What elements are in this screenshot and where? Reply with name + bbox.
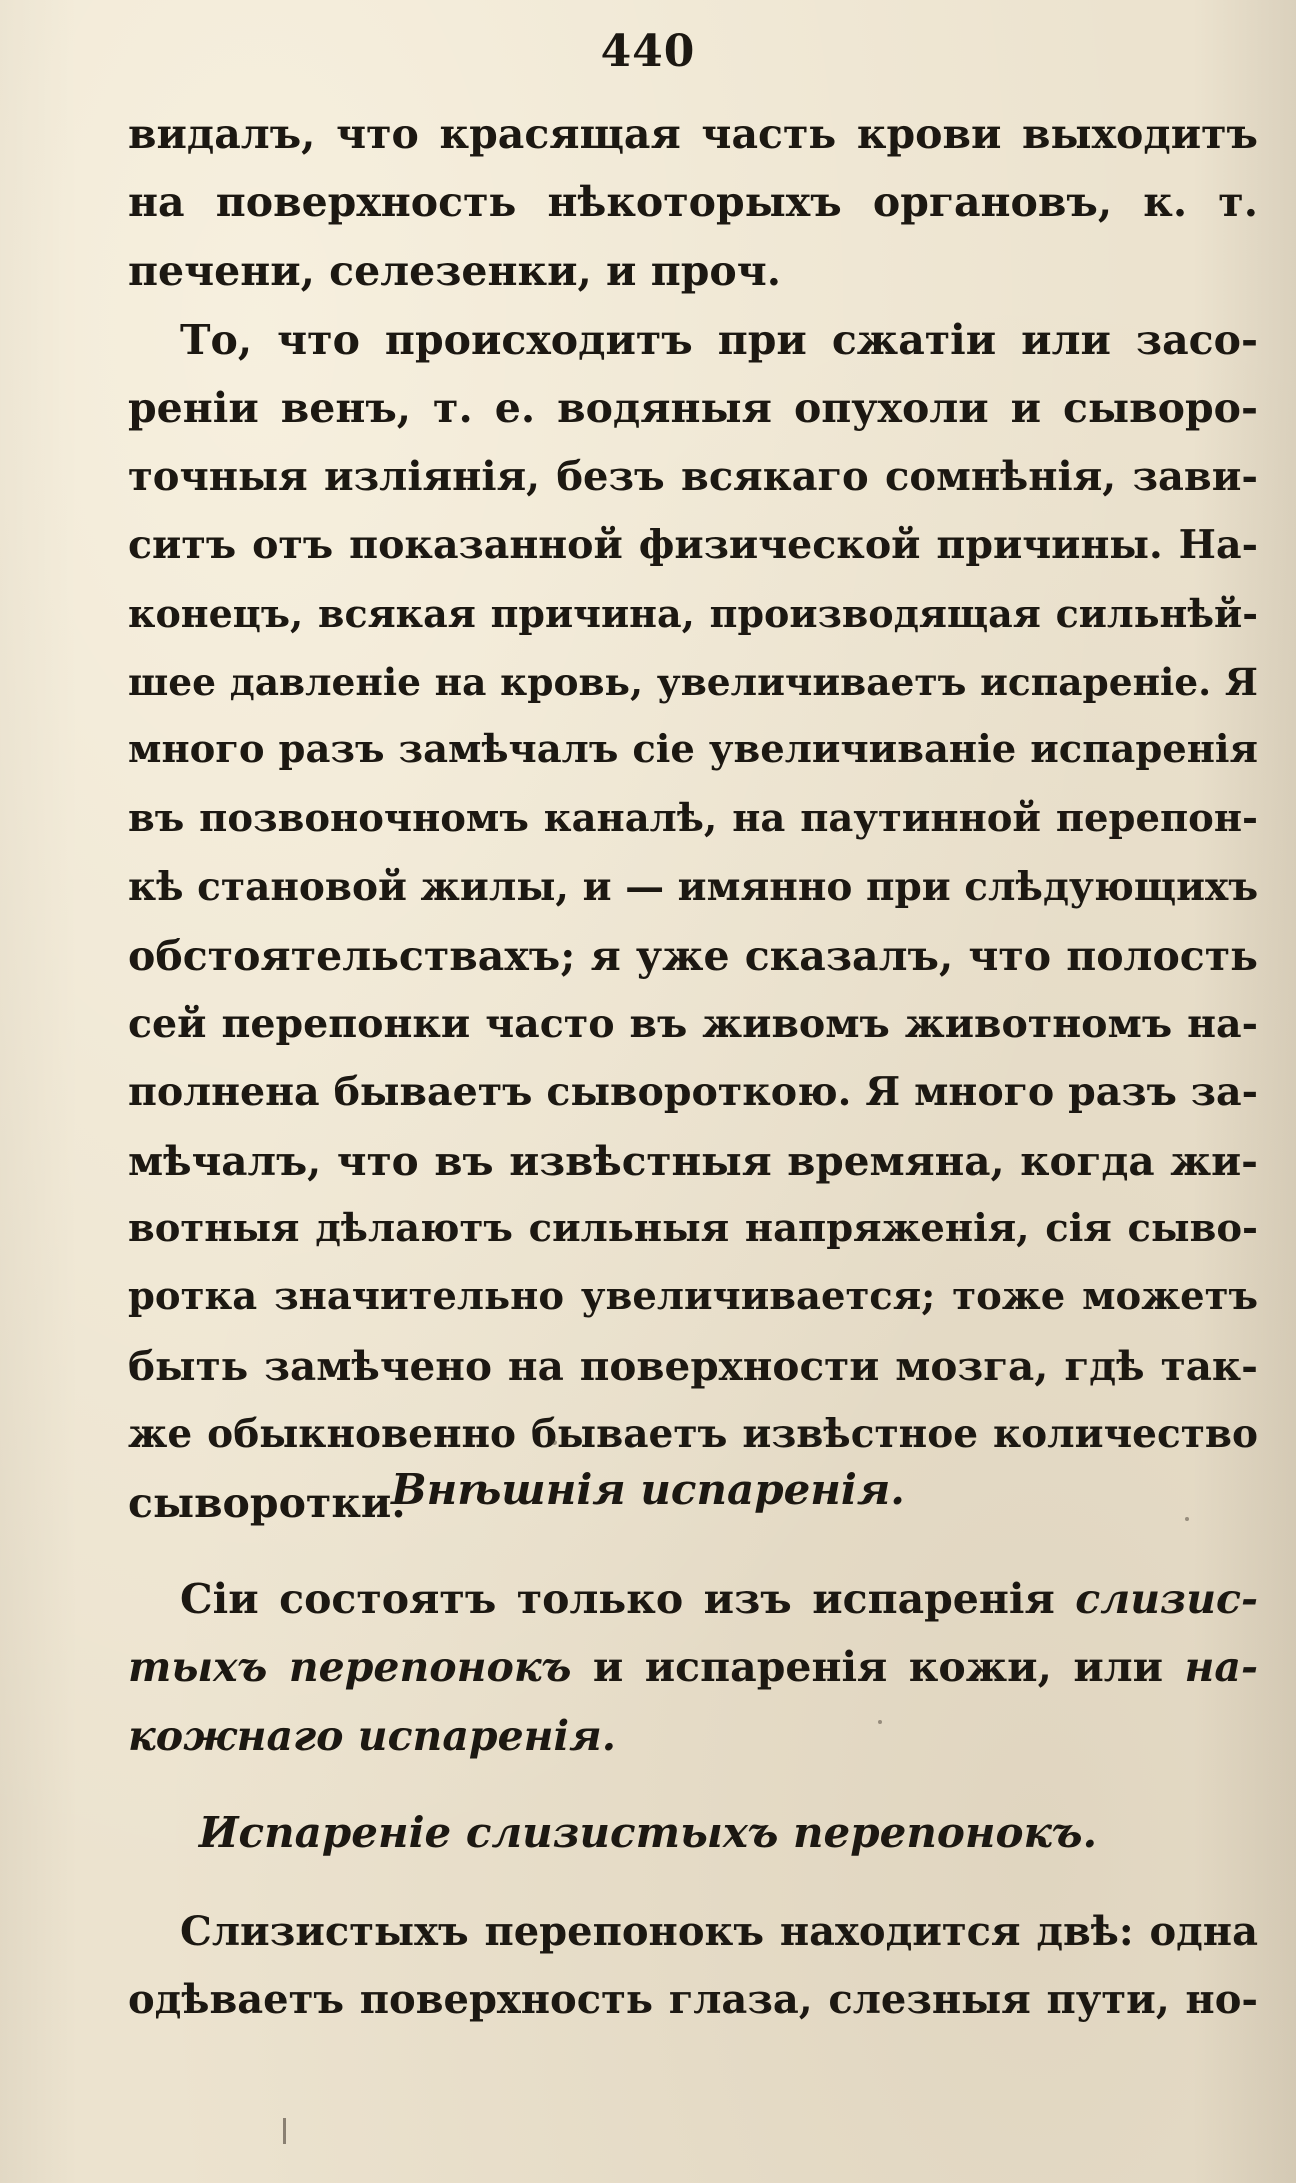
text-line: кѣ становой жилы, и — имянно при слѣдующихъ (128, 864, 1259, 911)
text-line: сыворотки. (128, 1478, 406, 1527)
text-line: шее давленіе на кровь, увеличиваетъ испареніе. Я (128, 659, 1258, 704)
text-line (128, 1565, 1258, 1633)
text-line: много разъ замѣчалъ сіе увеличиваніе испаренія (128, 727, 1258, 773)
text-line: точныя изліянія, безъ всякаго сомнѣнія, зави- (128, 452, 1258, 500)
text-line: ротка значительно увеличиваетcя; тоже можетъ (128, 1274, 1258, 1320)
paragraph-2 (128, 306, 1258, 1537)
text-line: быть замѣчено на поверхности мозга, гдѣ так- (128, 1341, 1258, 1390)
paragraph-4 (128, 1898, 1258, 2035)
italic-term: тыхъ перепонокъ (128, 1643, 572, 1692)
text-line (128, 1633, 1258, 1701)
text-run: Сіи состоятъ только изъ испаренія (180, 1575, 1076, 1623)
text-line: обстоятельствахъ; я уже сказалъ, что полость (128, 931, 1258, 980)
italic-term: на- (1184, 1643, 1258, 1692)
text-line: печени, селезенки, и проч. (128, 246, 782, 295)
page-number: 440 (600, 26, 696, 77)
text-line: Слизистыхъ перепонокъ находится двѣ: одна (180, 1908, 1258, 1955)
ink-speck (878, 1720, 882, 1724)
italic-term: слизис- (1075, 1575, 1258, 1623)
text-line: же обыкновенно бываетъ извѣстное количество (128, 1411, 1258, 1458)
text-line: на поверхность нѣкоторыхъ органовъ, к. т. (128, 178, 1258, 227)
text-line: реніи венъ, т. е. водяныя опухоли и сыворо- (128, 384, 1258, 433)
paragraph-1 (128, 100, 1258, 305)
section-heading-mucous-membranes: Испареніе слизистыхъ перепонокъ. (198, 1808, 1098, 1857)
ink-speck (552, 1440, 557, 1445)
text-line: конецъ, всякая причина, производящая сильнѣй- (128, 590, 1258, 636)
text-line: одѣваетъ поверхность глаза, слезныя пути, но- (128, 1976, 1258, 2024)
ink-speck (283, 2118, 286, 2144)
text-line: сей перепонки часто въ живомъ животномъ на- (128, 1000, 1258, 1047)
text-line: видалъ, что красящая часть крови выходитъ (128, 110, 1258, 158)
text-line: въ позвоночномъ каналѣ, на паутинной перепон- (128, 795, 1258, 841)
text-line: кожнаго испаренія. (128, 1711, 617, 1760)
text-line: мѣчалъ, что въ извѣстныя времяна, когда жи- (128, 1136, 1258, 1185)
text-line: вотныя дѣлаютъ сильныя напряженія, сія сыво- (128, 1206, 1258, 1252)
text-line: полнена бываетъ сывороткою. Я много разъ за- (128, 1069, 1258, 1116)
paragraph-3 (128, 1565, 1258, 1770)
text-line: ситъ отъ показанной физической причины. На- (128, 522, 1258, 569)
text-line: То, что происходитъ при сжатіи или засо- (180, 316, 1258, 364)
text-run: и испаренія кожи, или (571, 1643, 1185, 1692)
ink-speck (1185, 1517, 1189, 1521)
section-heading-external-evaporation: Внѣшнія испаренія. (391, 1465, 905, 1514)
